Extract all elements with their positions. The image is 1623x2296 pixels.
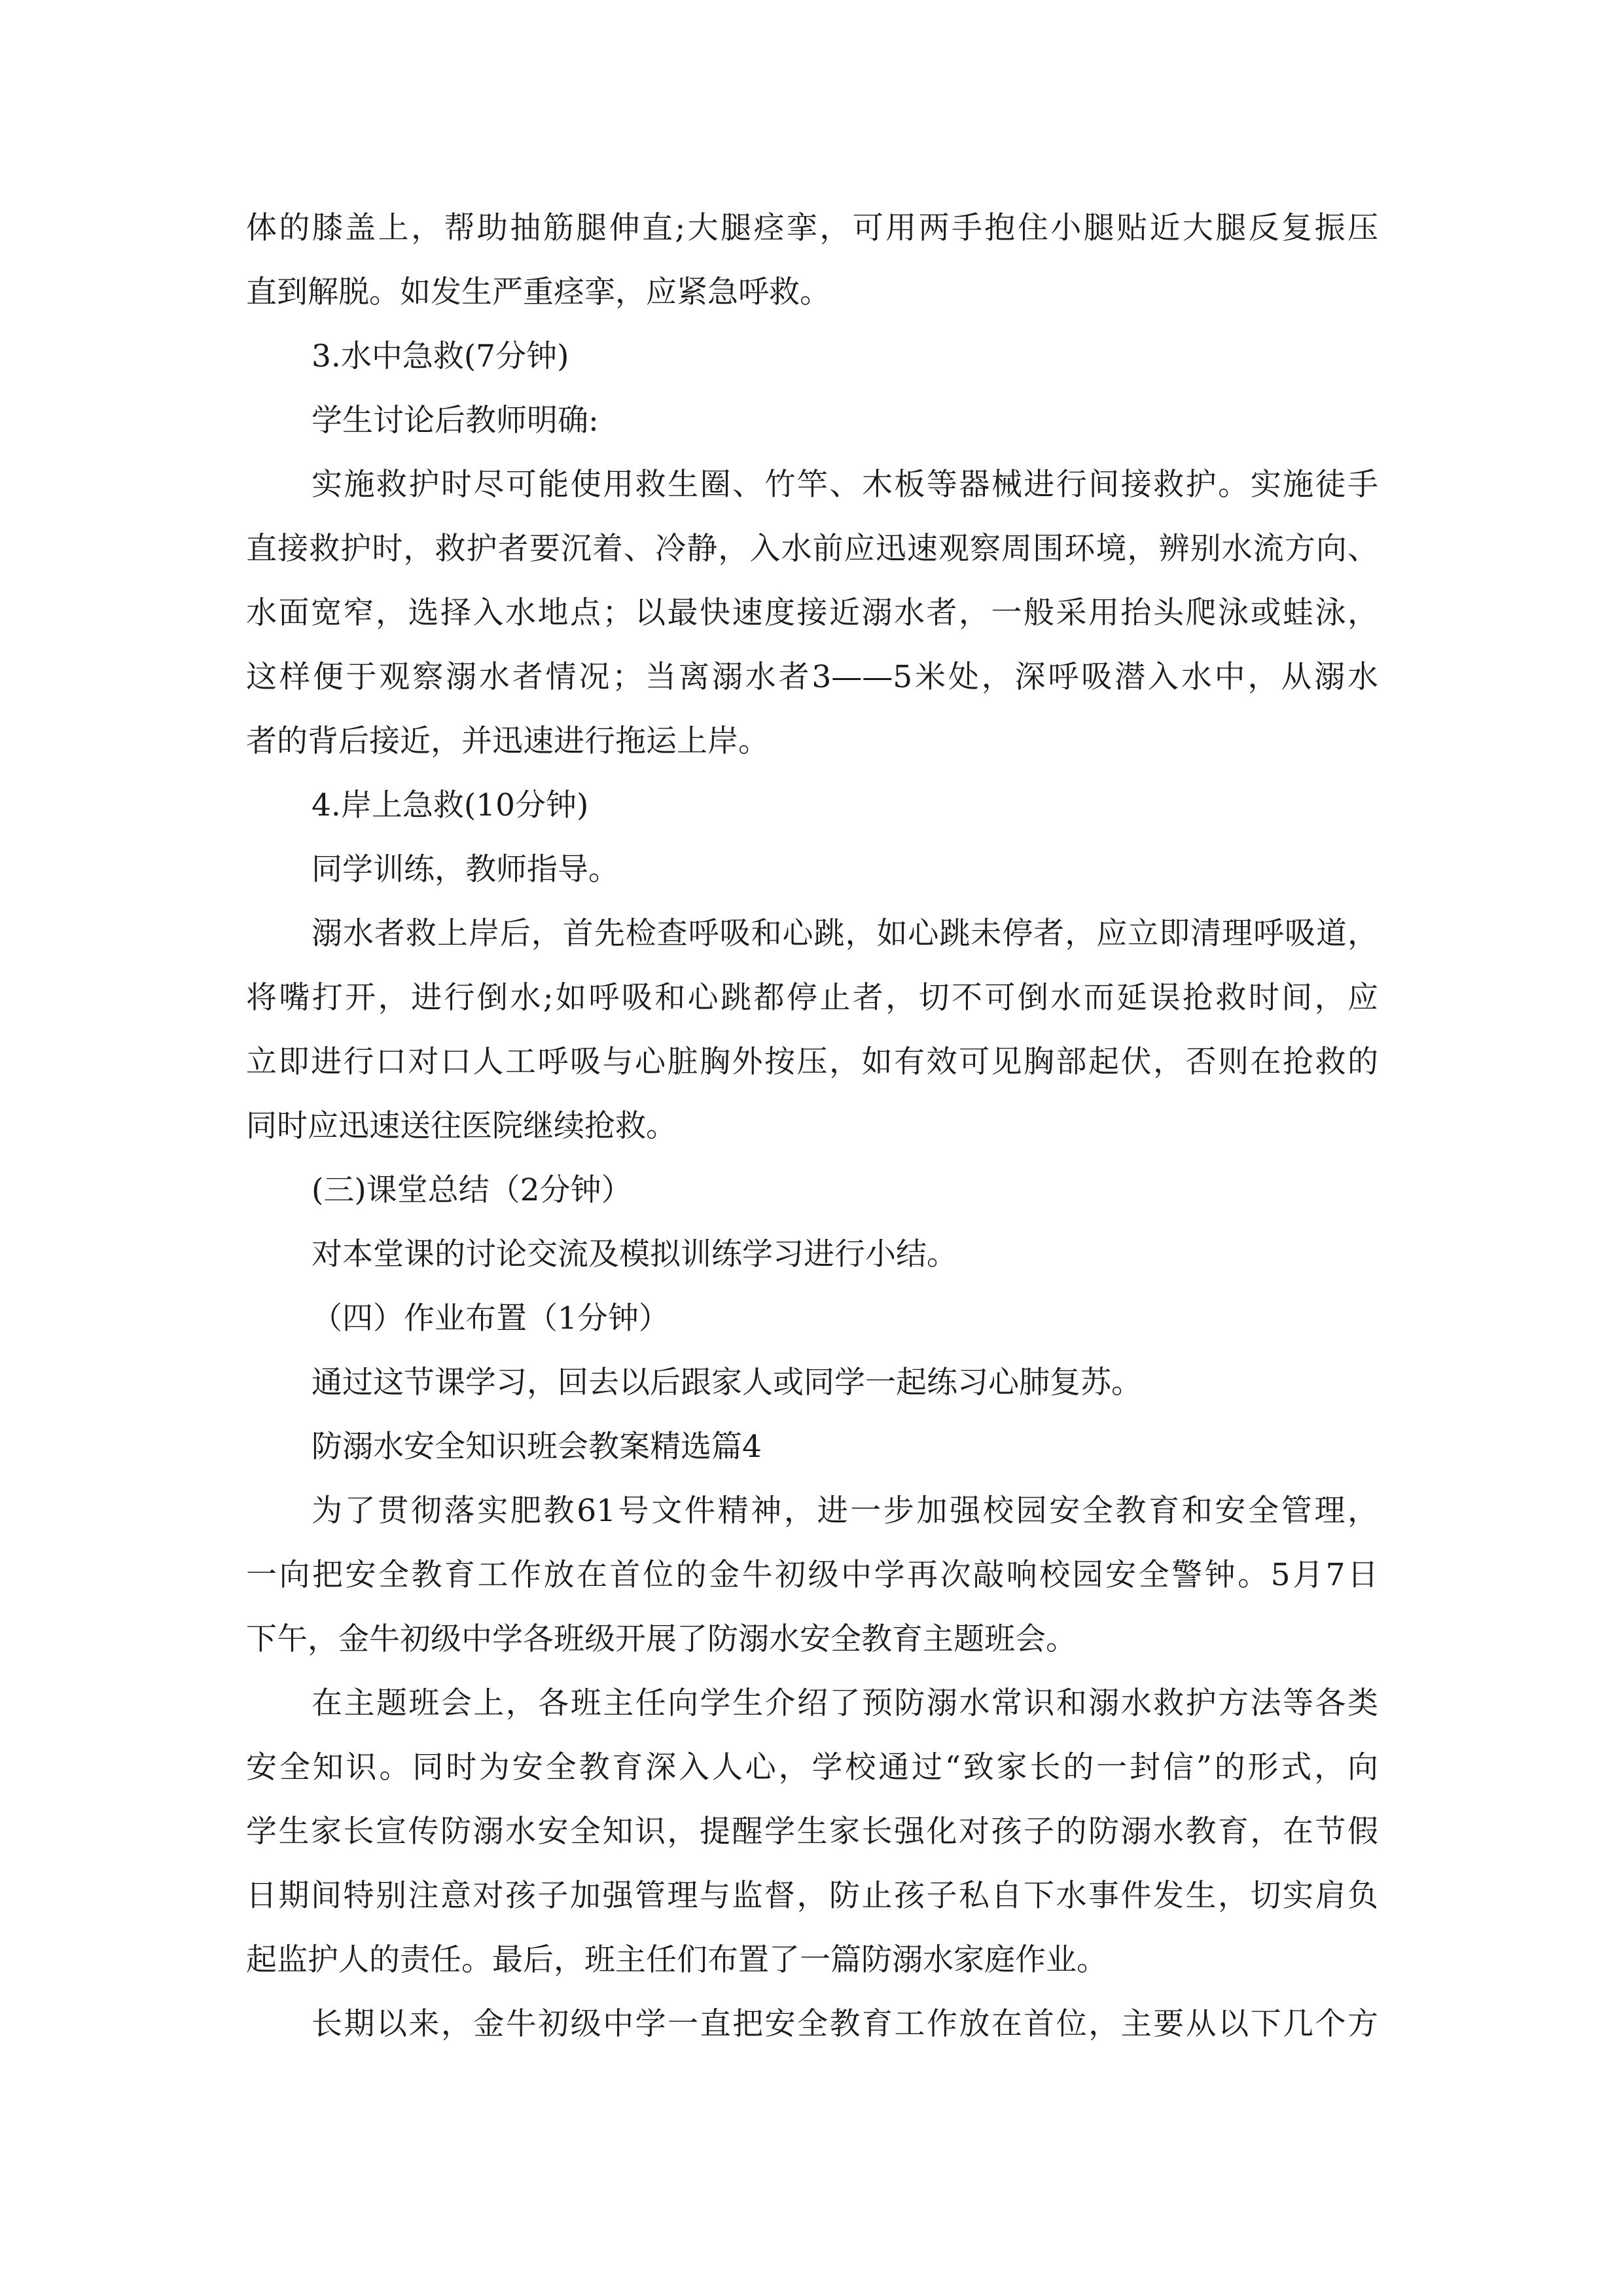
text-line: 通过这节课学习，回去以后跟家人或同学一起练习心肺复苏。 [312,1365,1142,1401]
section-heading: （四）作业布置（1分钟） [312,1300,669,1336]
text-line: 长期以来，金牛初级中学一直把安全教育工作放在首位，主要从以下几个方 [312,2006,1378,2042]
text-line: 对本堂课的讨论交流及模拟训练学习进行小结。 [312,1236,957,1272]
article-heading: 防溺水安全知识班会教案精选篇4 [312,1429,762,1465]
text-line: 将嘴打开，进行倒水;如呼吸和心跳都停止者，切不可倒水而延误抢救时间，应 [246,980,1378,1016]
section-heading: 4.岸上急救(10分钟) [312,787,589,823]
text-line: 直到解脱。如发生严重痉挛，应紧急呼救。 [246,274,830,310]
text-line: 学生讨论后教师明确: [312,403,599,439]
text-line: 实施救护时尽可能使用救生圈、竹竿、木板等器械进行间接救护。实施徒手 [312,467,1378,503]
text-line: 直接救护时，救护者要沉着、冷静，入水前应迅速观察周围环境，辨别水流方向、 [246,531,1378,567]
text-line: 立即进行口对口人工呼吸与心脏胸外按压，如有效可见胸部起伏，否则在抢救的 [246,1044,1378,1080]
text-line: 溺水者救上岸后，首先检查呼吸和心跳，如心跳未停者，应立即清理呼吸道， [312,916,1378,952]
text-line: 这样便于观察溺水者情况；当离溺水者3——5米处，深呼吸潜入水中，从溺水 [246,659,1378,695]
text-line: 者的背后接近，并迅速进行拖运上岸。 [246,723,769,759]
text-line: 水面宽窄，选择入水地点；以最快速度接近溺水者，一般采用抬头爬泳或蛙泳， [246,595,1378,631]
text-line: 学生家长宣传防溺水安全知识，提醒学生家长强化对孩子的防溺水教育，在节假 [246,1814,1378,1850]
document-page [246,196,1378,2056]
section-heading: (三)课堂总结（2分钟） [312,1172,632,1208]
text-line: 为了贯彻落实肥教61号文件精神，进一步加强校园安全教育和安全管理， [312,1493,1378,1529]
text-line: 下午，金牛初级中学各班级开展了防溺水安全教育主题班会。 [246,1621,1077,1657]
text-line: 一向把安全教育工作放在首位的金牛初级中学再次敲响校园安全警钟。5月7日 [246,1557,1378,1593]
text-line: 安全知识。同时为安全教育深入人心，学校通过“致家长的一封信”的形式，向 [246,1749,1378,1785]
text-line: 体的膝盖上，帮助抽筋腿伸直;大腿痉挛，可用两手抱住小腿贴近大腿反复振压 [246,210,1378,246]
text-line: 在主题班会上，各班主任向学生介绍了预防溺水常识和溺水救护方法等各类 [312,1685,1378,1721]
text-line: 日期间特别注意对孩子加强管理与监督，防止孩子私自下水事件发生，切实肩负 [246,1878,1378,1914]
text-line: 起监护人的责任。最后，班主任们布置了一篇防溺水家庭作业。 [246,1942,1107,1978]
text-line: 同时应迅速送往医院继续抢救。 [246,1108,677,1144]
text-line: 同学训练，教师指导。 [312,852,619,888]
section-heading: 3.水中急救(7分钟) [312,338,569,374]
